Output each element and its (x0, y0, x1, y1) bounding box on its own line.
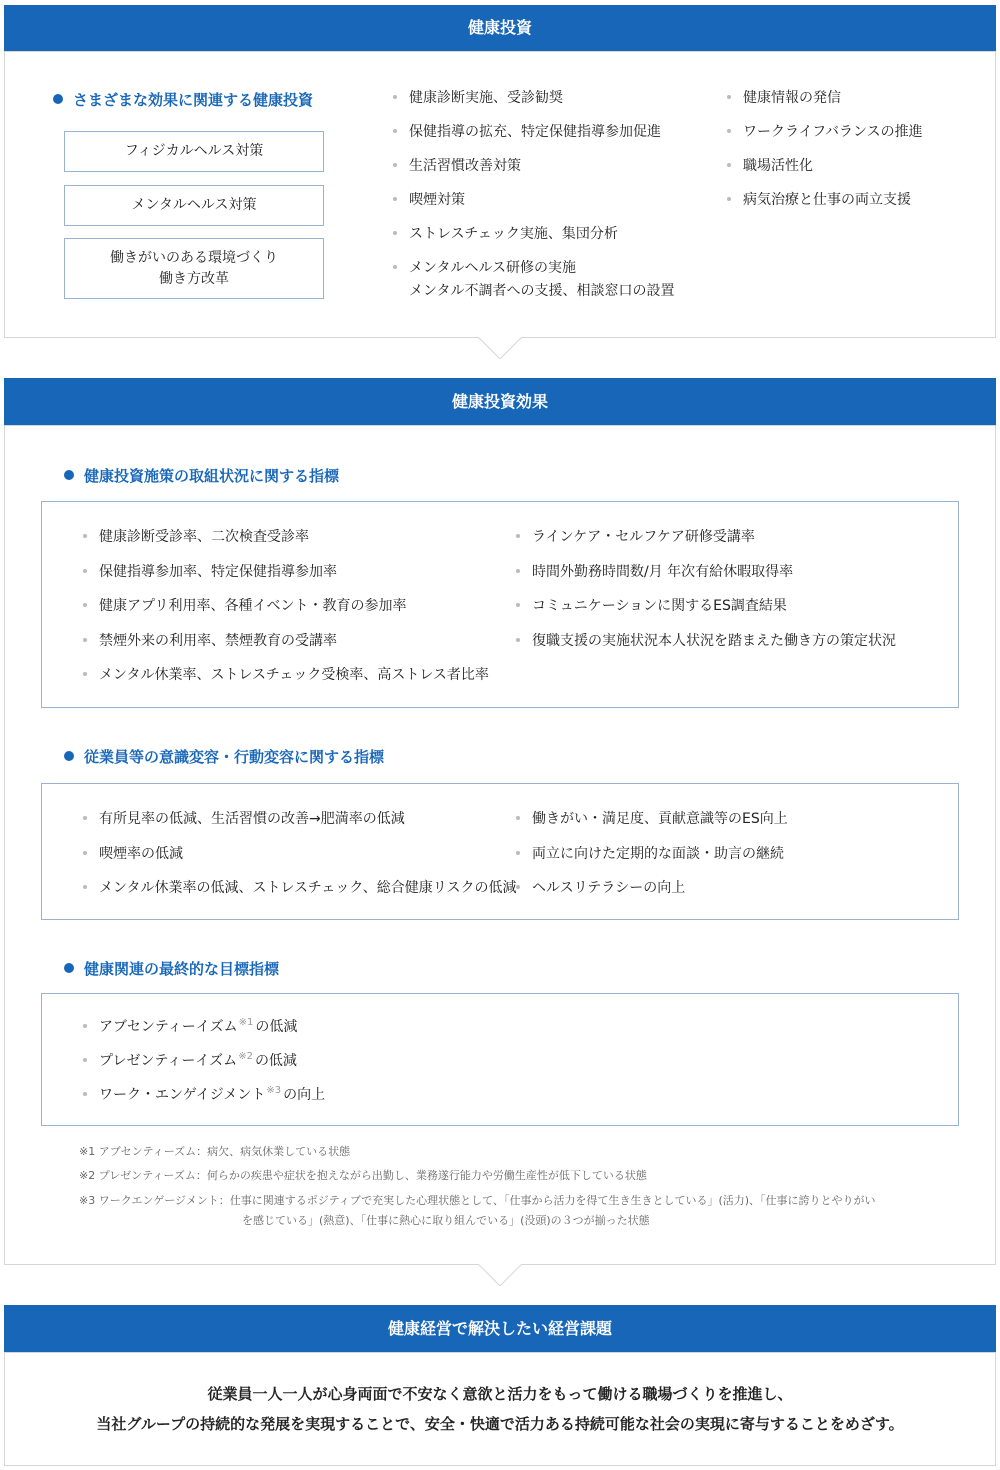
list-item: ヘルスリテラシーの向上 (516, 877, 788, 912)
physical-health-box: フィジカルヘルス対策 (64, 131, 324, 172)
list-item-continued: メンタル不調者への支援、相談窓口の設置 (409, 283, 675, 299)
list-item: 有所見率の低減、生活習慣の改善→肥満率の低減 (83, 808, 516, 843)
section-header-health-investment (4, 5, 996, 51)
list-item: 禁煙外来の利用率、禁煙教育の受講率 (83, 630, 489, 665)
behavior-change-title: 従業員等の意識変容・行動変容に関する指標 (64, 746, 384, 767)
list-item: プレゼンティーイズム$^{※2}$ の低減 (83, 1050, 325, 1084)
list-item: 時間外勤務時間数/月 年次有給休暇取得率 (516, 561, 896, 596)
investment-subtitle: さまざまな効果に関連する健康投資 (53, 89, 313, 110)
bullet-dot-icon (64, 751, 74, 761)
bullet-dot-icon (64, 470, 74, 480)
list-item: メンタル休業率、ストレスチェック受検率、高ストレス者比率 (83, 664, 489, 699)
behavior-change-col1 (83, 808, 516, 912)
list-item: メンタル休業率の低減、ストレスチェック、総合健康リスクの低減 (83, 877, 516, 912)
effort-indicators-col1 (83, 526, 489, 699)
section-title: 健康経営で解決したい経営課題 (387, 1319, 612, 1338)
list-item: ワークライフバランスの推進 (727, 121, 923, 155)
final-goals-list (83, 1016, 325, 1118)
list-item: 喫煙率の低減 (83, 843, 516, 878)
behavior-change-col2 (516, 808, 788, 912)
bullet-dot-icon (64, 963, 74, 973)
footnote-1: ※1 アブセンティーズム：病欠、病気休業している状態 (79, 1145, 351, 1158)
mental-health-box: メンタルヘルス対策 (64, 185, 324, 226)
list-item: 両立に向けた定期的な面談・助言の継続 (516, 843, 788, 878)
list-item: 健康情報の発信 (727, 87, 923, 121)
list-item: 保健指導の拡充、特定保健指導参加促進 (393, 121, 674, 155)
work-environment-box: 働きがいのある環境づくり 働き方改革 (64, 238, 324, 299)
management-goal-line-2: 当社グループの持続的な発展を実現することで、安全・快適で活力ある持続可能な社会の実現に寄与することをめざす。 (96, 1415, 904, 1433)
section-title: 健康投資効果 (451, 392, 548, 411)
footnote-3-continued: を感じている」(熱意)、「仕事に熱心に取り組んでいる」(没頭)の３つが揃った状態 (242, 1214, 650, 1227)
bullet-dot-icon (53, 94, 63, 104)
section-header-investment-effects (4, 378, 996, 425)
list-item: 働きがい・満足度、貢献意識等のES向上 (516, 808, 788, 843)
investment-list-col2 (727, 87, 923, 223)
list-item: 職場活性化 (727, 155, 923, 189)
list-item: 健康診断実施、受診勧奨 (393, 87, 674, 121)
down-arrow-icon (478, 1264, 522, 1286)
list-item: 喫煙対策 (393, 189, 674, 223)
list-item: ラインケア・セルフケア研修受講率 (516, 526, 896, 561)
list-item: 生活習慣改善対策 (393, 155, 674, 189)
list-item: アブセンティーイズム$^{※1}$ の低減 (83, 1016, 325, 1050)
effort-indicators-title: 健康投資施策の取組状況に関する指標 (64, 465, 339, 486)
list-item: 病気治療と仕事の両立支援 (727, 189, 923, 223)
list-item: 保健指導参加率、特定保健指導参加率 (83, 561, 489, 596)
management-issues-panel (4, 1352, 996, 1466)
footnote-3: ※3 ワークエンゲージメント：仕事に関連するポジティブで充実した心理状態として、「仕事から活力を得て生き生きとしている」(活力)、「仕事に誇りとやりがい (79, 1194, 876, 1207)
list-item: 復職支援の実施状況本人状況を踏まえた働き方の策定状況 (516, 630, 896, 665)
footnote-2: ※2 プレゼンティーズム：何らかの疾患や症状を抱えながら出勤し、業務遂行能力や労働生産性が低下している状態 (79, 1169, 647, 1182)
list-item: コミュニケーションに関するES調査結果 (516, 595, 896, 630)
section-header-management-issues (4, 1305, 996, 1352)
down-arrow-icon (478, 337, 522, 359)
list-item: ストレスチェック実施、集団分析 (393, 223, 674, 257)
effort-indicators-col2 (516, 526, 896, 664)
list-item: 健康アプリ利用率、各種イベント・教育の参加率 (83, 595, 489, 630)
list-item: ワーク・エンゲイジメント$^{※3}$ の向上 (83, 1084, 325, 1118)
management-goal-line-1: 従業員一人一人が心身両面で不安なく意欲と活力をもって働ける職場づくりを推進し、 (207, 1385, 793, 1403)
list-item: メンタルヘルス研修の実施 (393, 257, 674, 280)
investment-list-col1 (393, 87, 674, 303)
list-item: 健康診断受診率、二次検査受診率 (83, 526, 489, 561)
section-title: 健康投資 (467, 18, 532, 37)
final-goals-title: 健康関連の最終的な目標指標 (64, 958, 279, 979)
